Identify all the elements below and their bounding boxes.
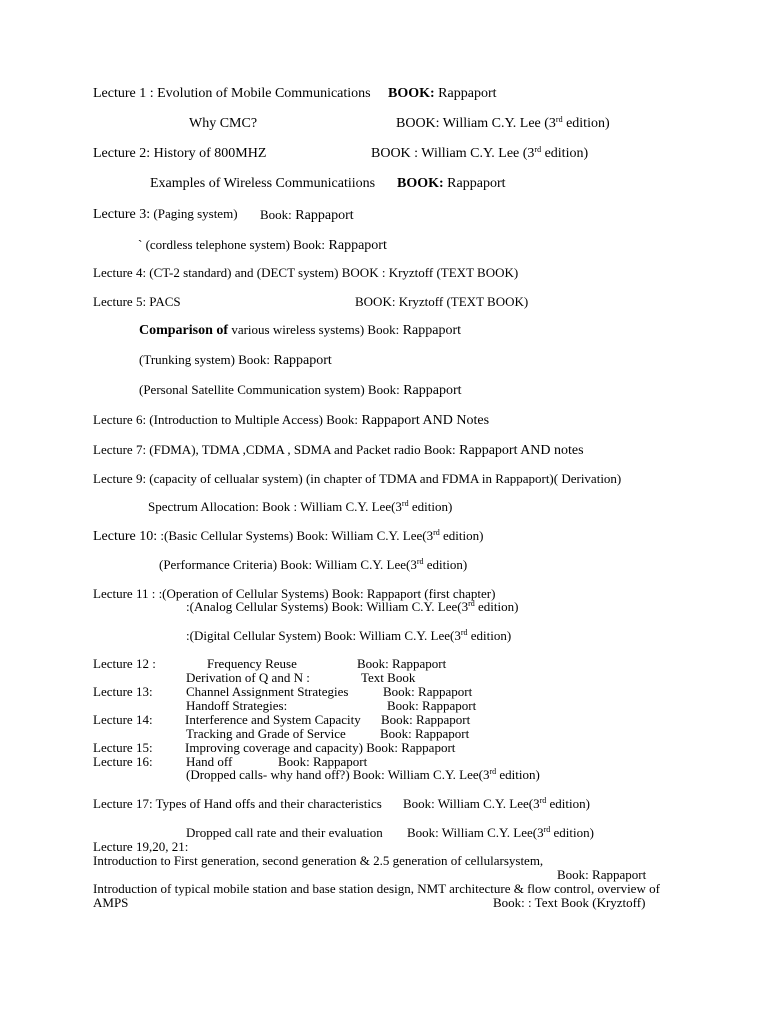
lecture-2-title: Lecture 2: History of 800MHZ bbox=[93, 146, 267, 161]
interference-book: Book: Rappaport bbox=[381, 712, 471, 727]
lecture-16-label: Lecture 16: bbox=[93, 754, 153, 769]
analog-cellular-topic: :(Analog Cellular Systems) Book: William C.Y. Lee(3rd edition) bbox=[186, 599, 519, 614]
tracking-grade-topic: Tracking and Grade of Service bbox=[186, 726, 346, 741]
interference-topic: Interference and System Capacity bbox=[185, 712, 361, 727]
digital-cellular-topic: :(Digital Cellular System) Book: William C.Y. Lee(3rd edition) bbox=[186, 628, 512, 643]
dropped-calls-topic: (Dropped calls- why hand off?) Book: William C.Y. Lee(3rd edition) bbox=[186, 767, 540, 782]
hand-off-book: Book: Rappaport bbox=[278, 754, 368, 769]
lecture-6-line: Lecture 6: (Introduction to Multiple Access) Book: Rappaport AND Notes bbox=[93, 412, 490, 428]
frequency-reuse-book: Book: Rappaport bbox=[357, 656, 447, 671]
handoff-strategies-book: Book: Rappaport bbox=[387, 698, 477, 713]
spectrum-allocation-topic: Spectrum Allocation: Book : William C.Y. Lee(3rd edition) bbox=[148, 499, 453, 514]
lecture-11-line: Lecture 11 : :(Operation of Cellular Systems) Book: Rappaport (first chapter) bbox=[93, 586, 496, 601]
lecture-9-line: Lecture 9: (capacity of cellualar system) (in chapter of TDMA and FDMA in Rappaport)( Derivation) bbox=[93, 471, 622, 486]
lecture-14-label: Lecture 14: bbox=[93, 712, 153, 727]
lecture-17-book: Book: William C.Y. Lee(3rd edition) bbox=[403, 796, 590, 811]
lecture-2-book: BOOK : William C.Y. Lee (3rd edition) bbox=[371, 145, 589, 161]
lecture-10-line: Lecture 10: :(Basic Cellular Systems) Book: William C.Y. Lee(3rd edition) bbox=[93, 528, 484, 544]
channel-assignment-book: Book: Rappaport bbox=[383, 684, 473, 699]
wireless-examples-book: BOOK: Rappaport bbox=[397, 176, 506, 191]
lecture-7-line: Lecture 7: (FDMA), TDMA ,CDMA , SDMA and Packet radio Book: Rappaport AND notes bbox=[93, 442, 584, 458]
lecture-15-label: Lecture 15: bbox=[93, 740, 153, 755]
trunking-topic: (Trunking system) Book: Rappaport bbox=[139, 352, 332, 368]
amps-book: Book: : Text Book (Kryztoff) bbox=[493, 895, 646, 910]
derivation-qn-topic: Derivation of Q and N : bbox=[186, 670, 310, 685]
amps-label: AMPS bbox=[93, 895, 129, 910]
lecture-3-title: Lecture 3: (Paging system) bbox=[93, 206, 238, 222]
hand-off-topic: Hand off bbox=[186, 754, 233, 769]
lecture-19-21-label: Lecture 19,20, 21: bbox=[93, 839, 189, 854]
lecture-13-label: Lecture 13: bbox=[93, 684, 153, 699]
lecture-1-title: Lecture 1 : Evolution of Mobile Communications bbox=[93, 86, 371, 101]
dropped-call-rate-topic: Dropped call rate and their evaluation bbox=[186, 825, 383, 840]
wireless-examples-topic: Examples of Wireless Communicatiions bbox=[150, 176, 376, 191]
lecture-3-book: Book: Rappaport bbox=[260, 207, 354, 223]
handoff-strategies-topic: Handoff Strategies: bbox=[186, 698, 288, 713]
lecture-12-label: Lecture 12 : bbox=[93, 656, 156, 671]
mobile-station-intro: Introduction of typical mobile station and base station design, NMT architecture & flow control, overview of bbox=[93, 881, 660, 896]
satellite-topic: (Personal Satellite Communication system) Book: Rappaport bbox=[139, 382, 462, 398]
improving-coverage-topic: Improving coverage and capacity) Book: Rappaport bbox=[185, 740, 456, 755]
lecture-4-line: Lecture 4: (CT-2 standard) and (DECT system) BOOK : Kryztoff (TEXT BOOK) bbox=[93, 265, 519, 280]
lecture-5-title: Lecture 5: PACS bbox=[93, 294, 181, 309]
dropped-call-rate-book: Book: William C.Y. Lee(3rd edition) bbox=[407, 825, 594, 840]
tracking-grade-book: Book: Rappaport bbox=[380, 726, 470, 741]
lecture-17-title: Lecture 17: Types of Hand offs and their characteristics bbox=[93, 796, 382, 811]
cordless-telephone-topic: ` (cordless telephone system) Book: Rappaport bbox=[138, 237, 387, 253]
channel-assignment-topic: Channel Assignment Strategies bbox=[186, 684, 349, 699]
performance-criteria-topic: (Performance Criteria) Book: William C.Y. Lee(3rd edition) bbox=[159, 557, 468, 572]
frequency-reuse-topic: Frequency Reuse bbox=[207, 656, 297, 671]
lecture-1-book: BOOK: Rappaport bbox=[388, 86, 497, 101]
why-cmc-book: BOOK: William C.Y. Lee (3rd edition) bbox=[396, 115, 610, 131]
comparison-topic: Comparison of various wireless systems) Book: Rappaport bbox=[139, 322, 462, 338]
why-cmc-topic: Why CMC? bbox=[189, 116, 258, 131]
derivation-qn-book: Text Book bbox=[361, 670, 416, 685]
lecture-5-book: BOOK: Kryztoff (TEXT BOOK) bbox=[355, 294, 529, 309]
generations-book: Book: Rappaport bbox=[557, 867, 647, 882]
generations-intro: Introduction to First generation, second generation & 2.5 generation of cellularsystem, bbox=[93, 853, 544, 868]
